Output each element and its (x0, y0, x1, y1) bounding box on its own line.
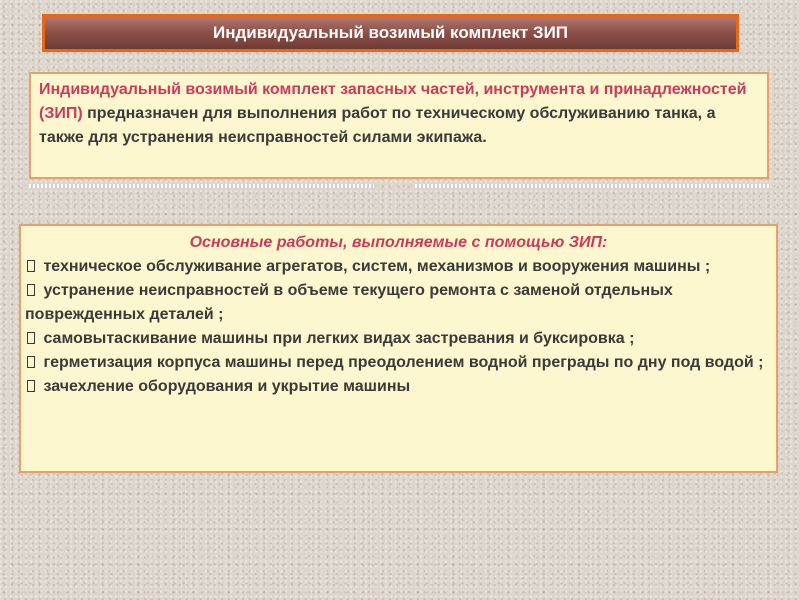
bullet-box-icon (27, 260, 35, 272)
slide-title: Индивидуальный возимый комплект ЗИП (212, 23, 569, 42)
intro-text: предназначен для выполнения работ по техническому обслуживанию танка, а также для устранения неисправностей силами экипажа. (39, 105, 716, 146)
slide-title-bar (42, 14, 739, 52)
separator-left (29, 184, 374, 188)
intro-box (29, 72, 769, 179)
bullet-box-icon (27, 332, 35, 344)
intro-highlight: Индивидуальный возимый комплект запасных частей, инструмента и принадлежностей (ЗИП) (39, 81, 747, 122)
list-item-text: самовытаскивание машины при легких видах застревания и буксировка ; (39, 330, 635, 347)
bullet-box-icon (27, 380, 35, 392)
separator-right (415, 184, 770, 188)
main-works-box (19, 224, 778, 473)
list-item (25, 255, 772, 279)
works-heading: Основные работы, выполняемые с помощью ЗИП: (189, 234, 608, 251)
bullet-box-icon (27, 284, 35, 296)
list-item-text: зачехление оборудования и укрытие машины (39, 378, 411, 395)
list-item-text: герметизация корпуса машины перед преодолением водной преграды по дну под водой ; (39, 354, 764, 371)
list-item (25, 351, 772, 375)
list-item (25, 327, 772, 351)
list-item-text: техническое обслуживание агрегатов, систем, механизмов и вооружения машины ; (39, 258, 711, 275)
list-item (25, 375, 772, 399)
list-item-text: устранение неисправностей в объеме текущего ремонта с заменой отдельных поврежденных деталей ; (25, 282, 673, 323)
bullet-box-icon (27, 356, 35, 368)
list-item (25, 279, 772, 327)
